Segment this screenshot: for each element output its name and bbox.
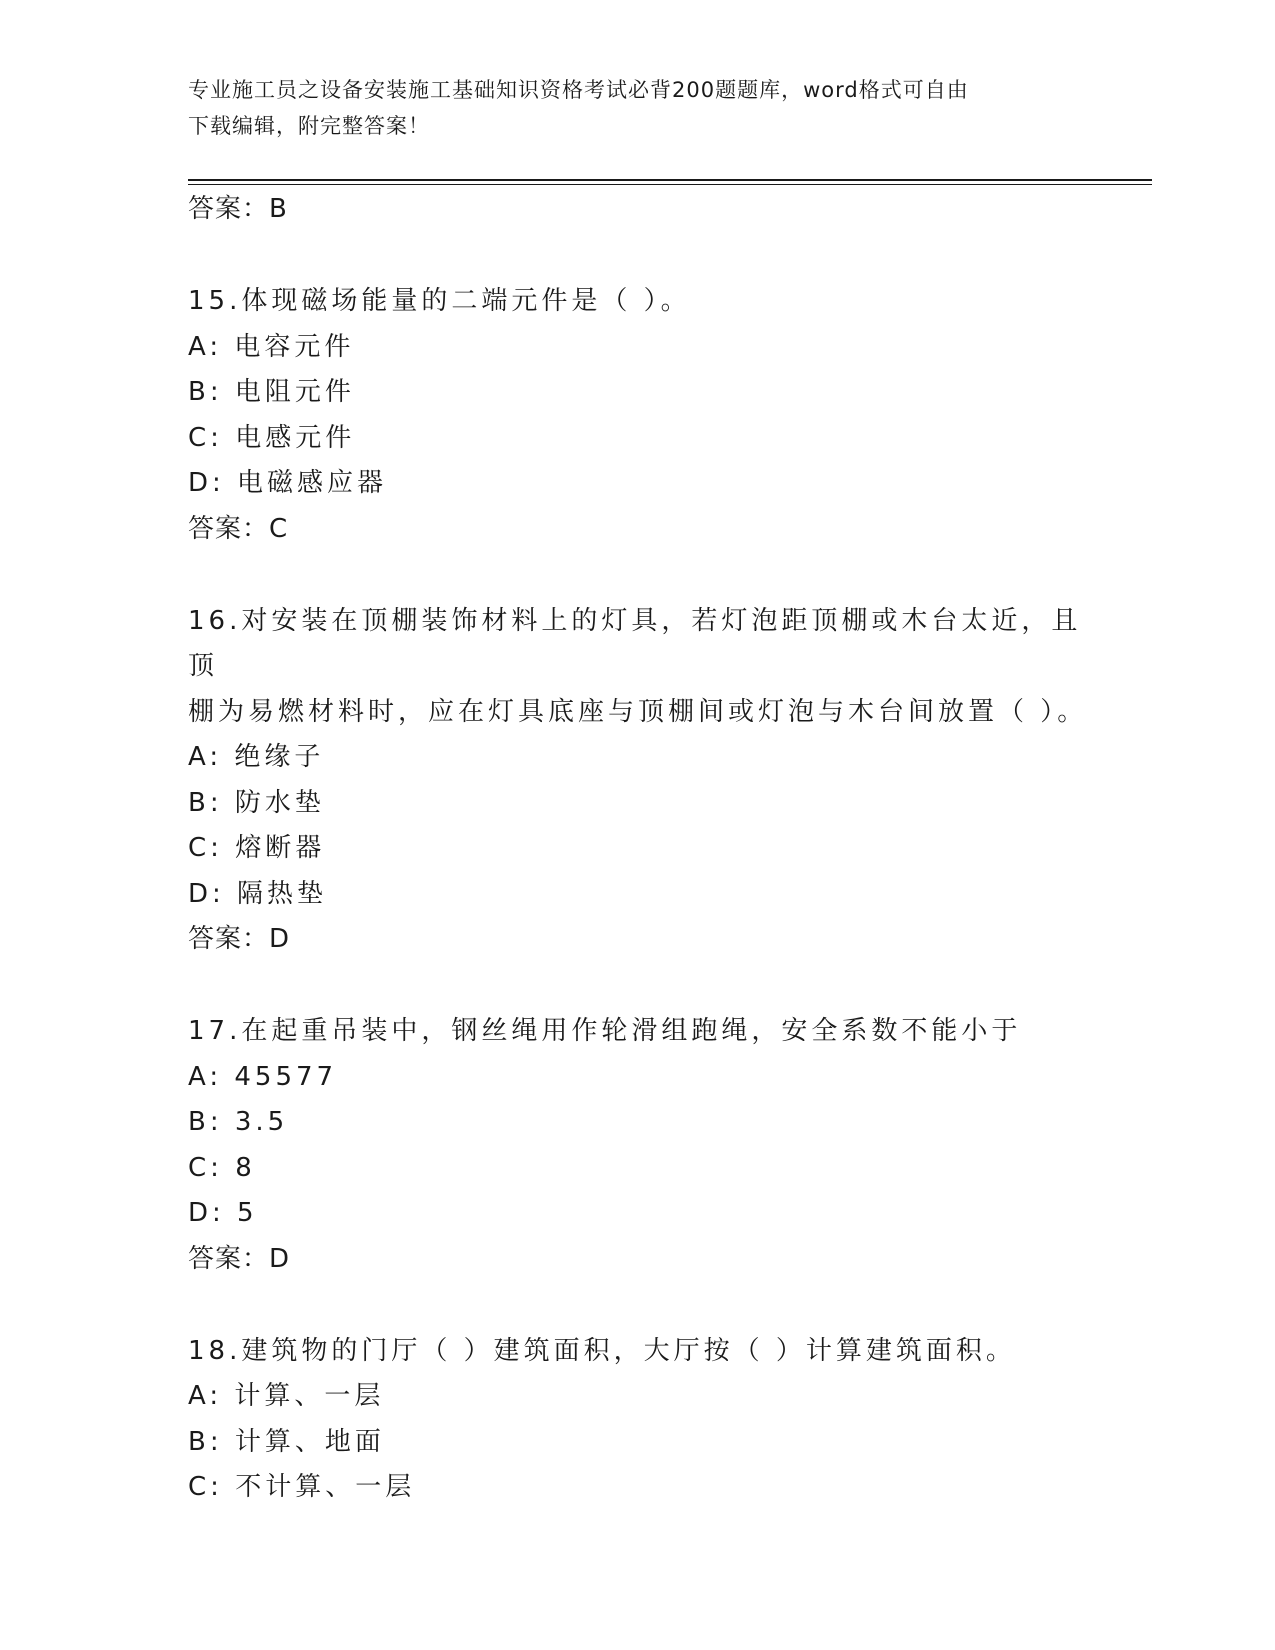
question-number: 15.	[188, 286, 242, 316]
question-block	[188, 1009, 1088, 1282]
option-b: B: 3.5	[188, 1107, 289, 1137]
question-block	[188, 1329, 1088, 1511]
option-d: D: 电磁感应器	[188, 468, 388, 498]
option-d: D: 隔热垫	[188, 878, 328, 909]
question-text: 16.对安装在顶棚装饰材料上的灯具，若灯泡距顶棚或木台太近，且顶	[188, 605, 1082, 681]
header-line-1: 专业施工员之设备安装施工基础知识资格考试必背200题题库，word格式可自由	[188, 78, 969, 102]
option-c: C: 不计算、一层	[188, 1472, 416, 1502]
header-rule-thin	[188, 184, 1152, 185]
option-b: B: 电阻元件	[188, 377, 355, 407]
answer-line: 答案：D	[188, 1243, 291, 1274]
option-c: C: 电感元件	[188, 422, 356, 453]
question-number: 16.	[188, 605, 242, 636]
option-c: C: 8	[188, 1152, 256, 1183]
option-c: C: 熔断器	[188, 833, 326, 863]
header-rule-thick	[188, 179, 1152, 181]
header-line-2: 下载编辑，附完整答案！	[188, 114, 430, 138]
answer-label: 答案：	[188, 194, 270, 224]
option-a: A: 绝缘子	[188, 742, 325, 772]
answer-line: 答案：C	[188, 513, 289, 544]
question-number: 18.	[188, 1335, 242, 1366]
answer-line	[188, 187, 1088, 232]
question-text: 18.建筑物的门厅（ ）建筑面积，大厅按（ ）计算建筑面积。	[188, 1335, 1016, 1366]
answer-value: D	[269, 1243, 291, 1274]
question-text-continued: 棚为易燃材料时，应在灯具底座与顶棚间或灯泡与木台间放置（ ）。	[188, 696, 1088, 727]
option-a: A: 计算、一层	[188, 1381, 385, 1411]
option-d: D: 5	[188, 1198, 258, 1228]
question-text: 17.在起重吊装中，钢丝绳用作轮滑组跑绳，安全系数不能小于	[188, 1016, 1022, 1046]
question-number: 17.	[188, 1016, 242, 1046]
question-text: 15.体现磁场能量的二端元件是（ ）。	[188, 286, 691, 316]
option-a: A: 电容元件	[188, 331, 355, 362]
question-list	[188, 187, 1088, 1511]
answer-value: D	[269, 924, 291, 954]
answer-value: B	[269, 194, 288, 224]
option-a: A: 45577	[188, 1061, 338, 1092]
option-b: B: 防水垫	[188, 787, 325, 818]
option-b: B: 计算、地面	[188, 1426, 385, 1457]
question-block	[188, 599, 1088, 963]
question-block	[188, 279, 1088, 552]
answer-value: C	[269, 513, 289, 544]
answer-line: 答案：D	[188, 924, 291, 954]
document-header	[188, 72, 1088, 144]
